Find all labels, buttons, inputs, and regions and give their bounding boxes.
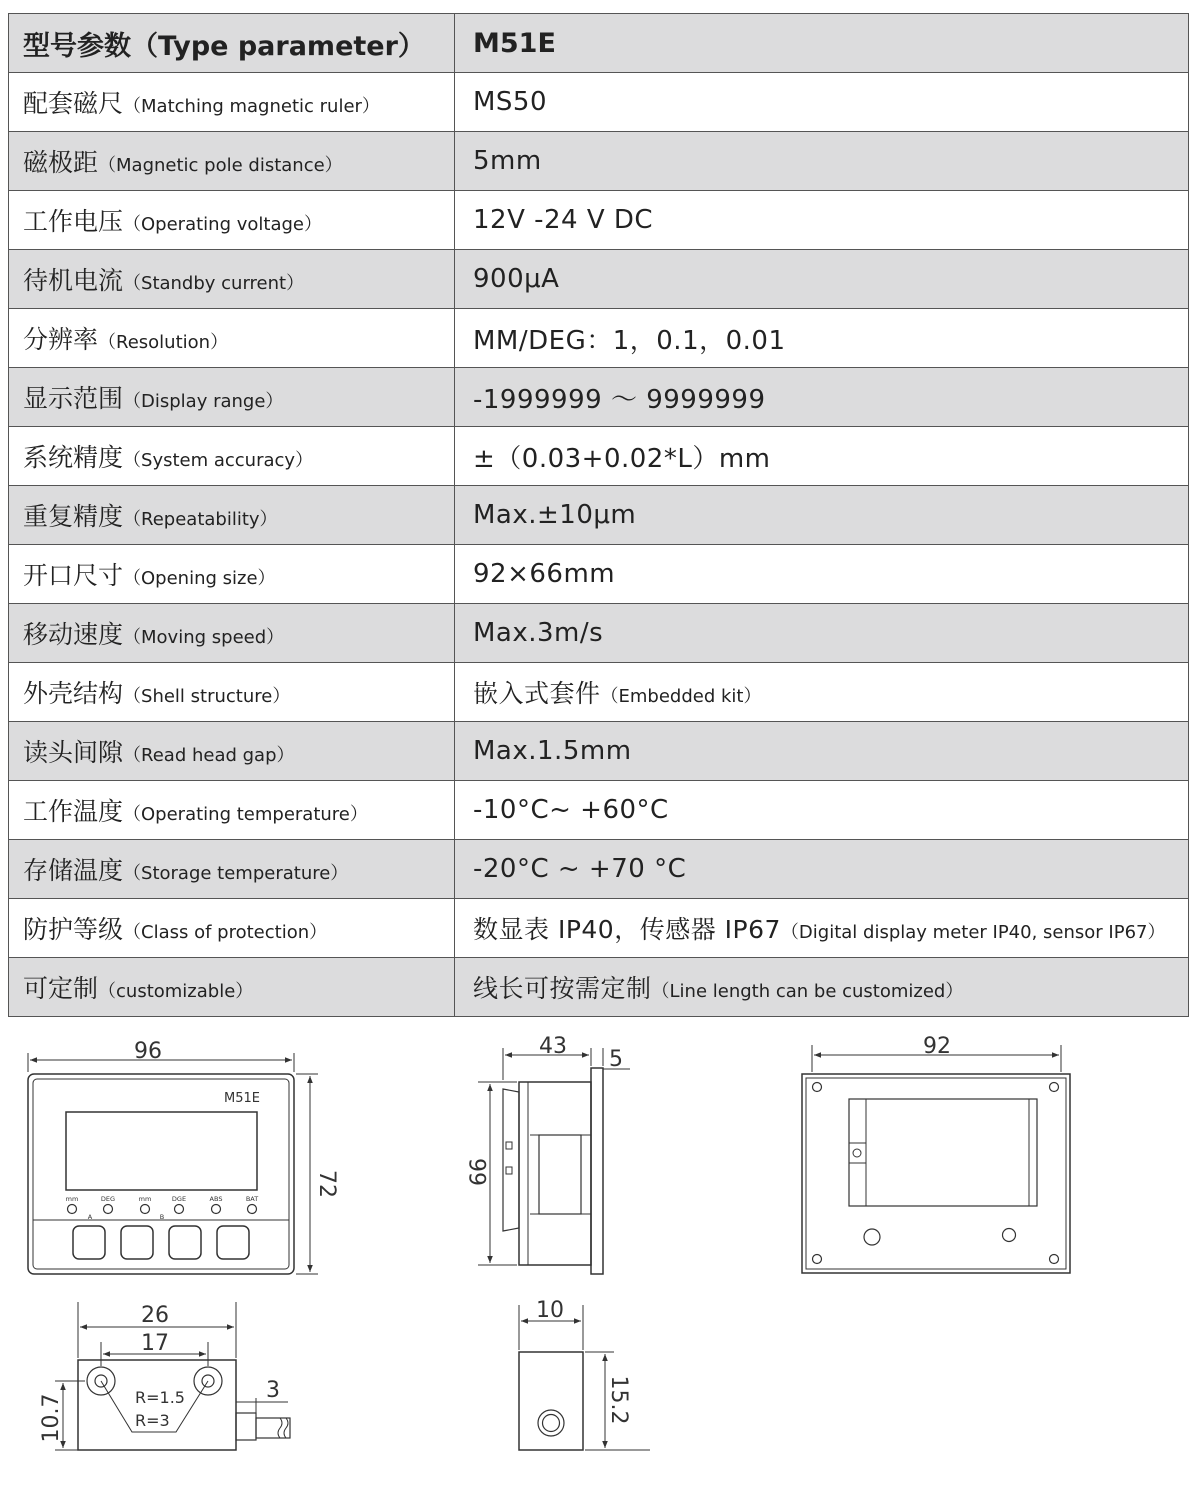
param-value: -10°C~ +60°C — [473, 795, 669, 825]
side-view-drawing — [478, 1048, 630, 1274]
param-name-en: （Display range） — [123, 391, 284, 412]
front-width-label: 96 — [134, 1039, 162, 1064]
param-name-zh: 工作电压 — [23, 207, 124, 236]
param-value-en: （Embedded kit） — [600, 686, 762, 707]
param-header: 型号参数（Type parameter） — [9, 14, 455, 73]
param-name-en: （Operating voltage） — [123, 214, 322, 235]
side-height-label: 66 — [467, 1158, 492, 1186]
param-value: Max.3m/s — [473, 618, 604, 648]
sensor-holes-label: 17 — [141, 1331, 169, 1356]
param-name-zh: 移动速度 — [23, 620, 124, 649]
key-button-4 — [217, 1226, 249, 1259]
param-name-en: （Moving speed） — [123, 627, 285, 648]
sensor-height-label: 10.7 — [39, 1393, 64, 1443]
sensor-cable-label: 3 — [266, 1378, 280, 1403]
param-name-en: （Matching magnetic ruler） — [123, 96, 380, 117]
param-value: 5mm — [473, 146, 542, 176]
param-name-zh: 可定制 — [23, 974, 99, 1003]
param-value-en: （Digital display meter IP40, sensor IP67） — [780, 922, 1166, 943]
lcd-window — [66, 1112, 257, 1190]
back-view-drawing — [802, 1045, 1070, 1273]
svg-text:ABS: ABS — [209, 1195, 223, 1203]
key-button-1 — [73, 1226, 105, 1259]
side-flange-label: 5 — [609, 1047, 623, 1072]
sensor-radius-small-label: R=1.5 — [135, 1388, 185, 1407]
param-value-en: （Line length can be customized） — [651, 981, 964, 1002]
param-value: MM/DEG：1，0.1，0.01 — [473, 325, 786, 356]
svg-text:mm: mm — [138, 1195, 152, 1203]
param-name-en: （System accuracy） — [123, 450, 314, 471]
param-name-zh: 重复精度 — [23, 502, 124, 531]
param-name-zh: 显示范围 — [23, 384, 124, 413]
param-value-zh: 线长可按需定制 — [473, 974, 652, 1003]
param-name-en: （Resolution） — [98, 332, 229, 353]
sensor-radius-large-label: R=3 — [135, 1411, 170, 1430]
param-value-zh: 嵌入式套件 — [473, 679, 601, 708]
param-name-zh: 系统精度 — [23, 443, 124, 472]
param-name-en: （Read head gap） — [123, 745, 295, 766]
param-name-zh: 开口尺寸 — [23, 561, 124, 590]
param-name-zh: 分辨率 — [23, 325, 99, 354]
sensor-overall-label: 26 — [141, 1303, 169, 1328]
key-button-3 — [169, 1226, 201, 1259]
param-name-en: （Operating temperature） — [123, 804, 368, 825]
param-value: 12V -24 V DC — [473, 205, 654, 235]
param-name-en: （Repeatability） — [123, 509, 278, 530]
key-button-2 — [121, 1226, 153, 1259]
param-name-en: （customizable） — [98, 981, 254, 1002]
param-name-en: （Shell structure） — [123, 686, 291, 707]
indicator-labels — [66, 1195, 259, 1221]
param-value-zh: 数显表 IP40，传感器 IP67 — [473, 915, 781, 944]
front-view-drawing — [28, 1053, 318, 1274]
param-name-zh: 配套磁尺 — [23, 89, 124, 118]
sensor-top-drawing — [55, 1302, 290, 1450]
front-height-label: 72 — [314, 1170, 339, 1198]
param-value: Max.1.5mm — [473, 736, 632, 766]
back-width-label: 92 — [923, 1034, 951, 1059]
svg-text:A: A — [87, 1213, 93, 1221]
param-value: -1999999 ～ 9999999 — [473, 384, 766, 415]
param-value: 900μA — [473, 264, 560, 294]
svg-text:mm: mm — [65, 1195, 79, 1203]
svg-text:BAT: BAT — [245, 1195, 259, 1203]
end-width-label: 10 — [536, 1298, 564, 1323]
svg-text:B: B — [159, 1213, 165, 1221]
svg-text:DGE: DGE — [171, 1195, 187, 1203]
end-height-label: 15.2 — [606, 1375, 631, 1425]
param-name-en: （Class of protection） — [123, 922, 328, 943]
param-value: ±（0.03+0.02*L）mm — [473, 443, 771, 474]
param-name-zh: 待机电流 — [23, 266, 124, 295]
param-name-zh: 存储温度 — [23, 856, 124, 885]
param-name-zh: 读头间隙 — [23, 738, 124, 767]
front-model-label: M51E — [224, 1091, 260, 1106]
param-name-en: （Storage temperature） — [123, 863, 349, 884]
param-name-en: （Opening size） — [123, 568, 276, 589]
param-name-en: （Standby current） — [123, 273, 305, 294]
param-name-zh: 磁极距 — [23, 148, 99, 177]
param-value: MS50 — [473, 87, 548, 117]
param-name-zh: 工作温度 — [23, 797, 124, 826]
model-header: M51E — [455, 14, 1189, 73]
param-name-zh: 防护等级 — [23, 915, 124, 944]
param-name-zh: 外壳结构 — [23, 679, 124, 708]
param-value: Max.±10μm — [473, 500, 637, 530]
svg-text:DEG: DEG — [100, 1195, 116, 1203]
param-name-en: （Magnetic pole distance） — [98, 155, 343, 176]
side-depth-label: 43 — [539, 1034, 567, 1059]
param-value: 92×66mm — [473, 559, 616, 589]
param-value: -20°C ~ +70 °C — [473, 854, 687, 884]
